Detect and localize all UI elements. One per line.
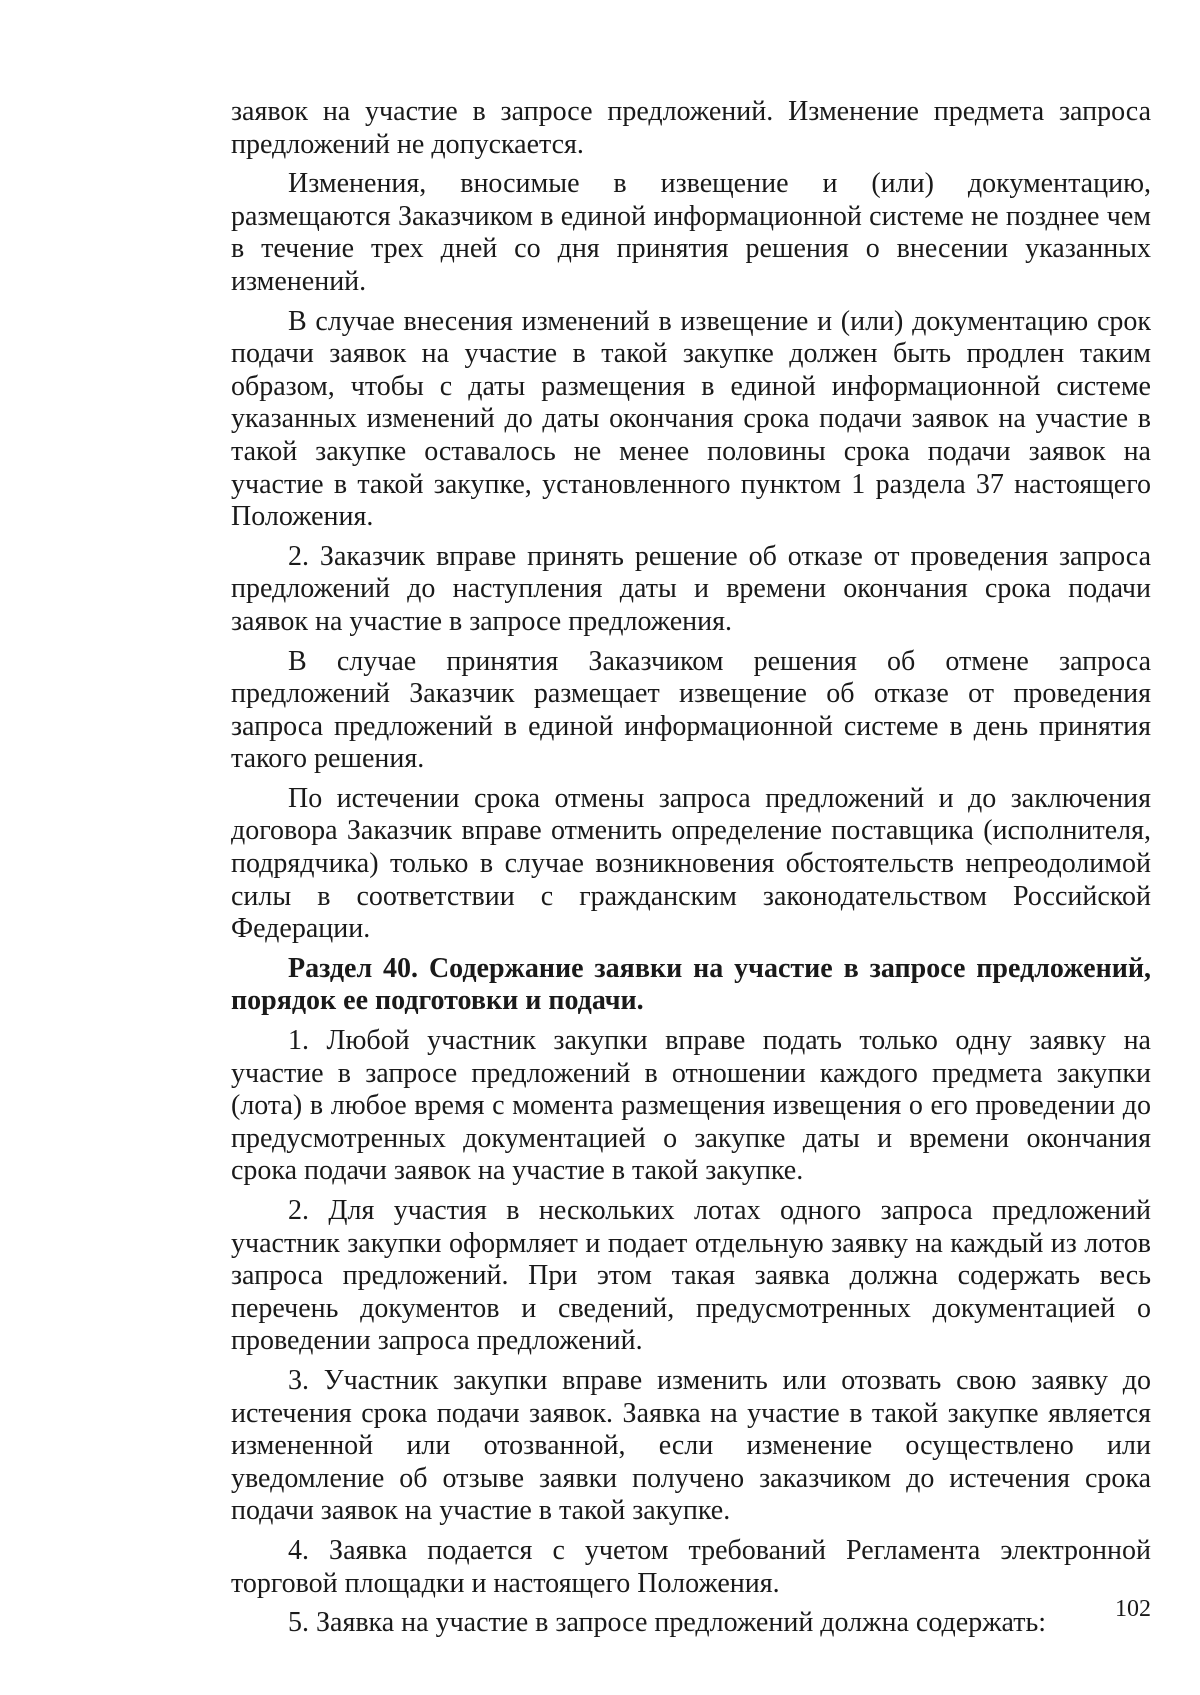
page-number: 102 bbox=[1115, 1596, 1151, 1622]
section-item-1: 1. Любой участник закупки вправе подать только одну заявку на участие в запросе предложений в отношении каждого предмета закупки (лота) в любое время с момента размещения извещения о его проведении до предусмотренных документацией о закупке даты и времени окончания срока подачи заявок на участие в такой закупке. bbox=[231, 1025, 1151, 1187]
paragraph-cancellation-right: 2. Заказчик вправе принять решение об отказе от проведения запроса предложений до наступления даты и времени окончания срока подачи заявок на участие в запросе предложения. bbox=[231, 540, 1151, 637]
section-item-4: 4. Заявка подается с учетом требований Регламента электронной торговой площадки и настоящего Положения. bbox=[231, 1534, 1151, 1599]
section-item-5: 5. Заявка на участие в запросе предложений должна содержать: bbox=[288, 1607, 1047, 1639]
paragraph-force-majeure: По истечении срока отмены запроса предложений и до заключения договора Заказчик вправе отменить определение поставщика (исполнителя, подрядчика) только в случае возникновения обстоятельств непреодолимой силы в соответствии с гражданским законодательством Российской Федерации. bbox=[231, 782, 1151, 945]
paragraph-continuation: заявок на участие в запросе предложений. Изменение предмета запроса предложений не допускается. bbox=[231, 96, 1151, 160]
paragraph-cancellation-notice: В случае принятия Заказчиком решения об отмене запроса предложений Заказчик размещает извещение об отказе от проведения запроса предложений в единой информационной системе в день принятия такого решения. bbox=[231, 645, 1151, 775]
paragraph-deadline-extension: В случае внесения изменений в извещение и (или) документацию срок подачи заявок на участие в такой закупке должен быть продлен таким образом, чтобы с даты размещения в единой информационной системе указанных изменений до даты окончания срока подачи заявок на участие в такой закупке оставалось не менее половины срока подачи заявок на участие в такой закупке, установленного пунктом 1 раздела 37 настоящего Положения. bbox=[231, 305, 1151, 533]
document-body bbox=[231, 96, 1151, 1647]
section-40-heading: Раздел 40. Содержание заявки на участие в запросе предложений, порядок ее подготовки и подачи. bbox=[231, 952, 1151, 1017]
section-item-3: 3. Участник закупки вправе изменить или отозвать свою заявку до истечения срока подачи заявок. Заявка на участие в такой закупке является измененной или отозванной, если изменение осуществлено или уведомление об отзыве заявки получено заказчиком до истечения срока подачи заявок на участие в такой закупке. bbox=[231, 1364, 1151, 1527]
section-item-2: 2. Для участия в нескольких лотах одного запроса предложений участник закупки оформляет и подает отдельную заявку на каждый из лотов запроса предложений. При этом такая заявка должна содержать весь перечень документов и сведений, предусмотренных документацией о проведении запроса предложений. bbox=[231, 1195, 1151, 1357]
paragraph-changes-publication: Изменения, вносимые в извещение и (или) документацию, размещаются Заказчиком в единой информационной системе не позднее чем в течение трех дней со дня принятия решения о внесении указанных изменений. bbox=[231, 168, 1151, 297]
